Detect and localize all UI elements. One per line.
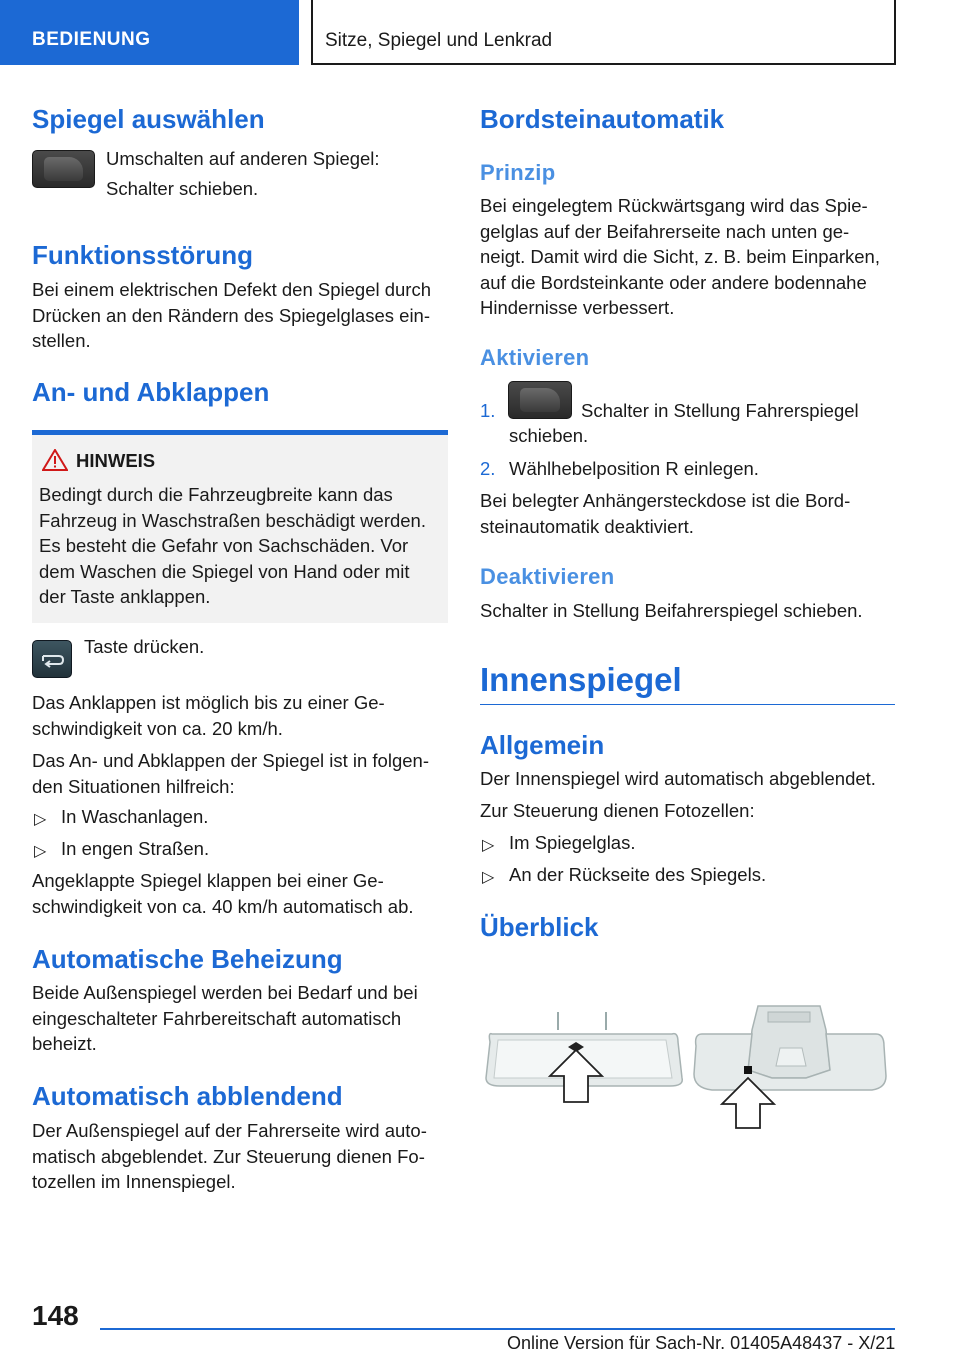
heading-automatisch-abblendend: Automatisch abblendend	[32, 1081, 343, 1111]
bullet-triangle-icon: ▷	[34, 811, 47, 828]
list-item: An der Rückseite des Spiegels.	[509, 864, 767, 885]
mirror-switch-icon	[508, 381, 572, 419]
heading-automatische-beheizung: Automatische Beheizung	[32, 944, 343, 974]
abblendend-text	[32, 1118, 427, 1195]
heading-ueberblick: Überblick	[480, 912, 599, 942]
text-line: Der Außenspiegel auf der Fahrerseite wird auto-	[32, 1120, 427, 1141]
text-line: eingeschalteter Fahrbereitschaft automatisch	[32, 1007, 402, 1029]
funktionsstoerung-text	[32, 277, 452, 354]
interior-mirror-illustration	[480, 990, 895, 1135]
taste-text: Taste drücken.	[84, 636, 205, 657]
step-text-cont: schieben.	[509, 425, 589, 446]
section-tab	[0, 0, 299, 65]
heading-innenspiegel: Innenspiegel	[480, 661, 682, 698]
text-line: Bei einem elektrischen Defekt den Spiegel durch	[32, 279, 432, 300]
text-line: den Situationen hilfreich:	[32, 775, 235, 797]
chapter-label: Sitze, Spiegel und Lenkrad	[325, 30, 553, 51]
mirror-switch-icon	[32, 150, 95, 188]
heading-allgemein: Allgemein	[480, 730, 605, 760]
text-line: matisch abgeblendet. Zur Steuerung dienen Fo-	[32, 1145, 425, 1167]
hinweis-title: HINWEIS	[76, 450, 156, 471]
prinzip-text	[480, 193, 880, 321]
text-line: Das An- und Abklappen der Spiegel ist in folgen-	[32, 750, 429, 771]
heading-deaktivieren: Deaktivieren	[480, 564, 615, 589]
bullet-triangle-icon: ▷	[482, 837, 495, 854]
step-text: Schalter in Stellung Fahrerspiegel	[581, 400, 859, 421]
text-line: schwindigkeit von ca. 40 km/h automatisch ab.	[32, 895, 414, 917]
footer-online-version: Online Version für Sach-Nr. 01405A48437 - X/21	[507, 1333, 896, 1353]
text-line: beheizt.	[32, 1033, 97, 1054]
hinweis-box	[32, 430, 448, 623]
text-line: Drücken an den Rändern des Spiegelglases ein-	[32, 304, 431, 326]
warning-triangle-icon	[42, 449, 68, 471]
allgemein-text-2: Zur Steuerung dienen Fotozellen:	[480, 800, 755, 821]
section-label: BEDIENUNG	[32, 29, 151, 50]
text-line: Bedingt durch die Fahrzeugbreite kann das	[39, 484, 393, 505]
text-line: steinautomatik deaktiviert.	[480, 515, 694, 537]
spiegel-text-1: Umschalten auf anderen Spiegel:	[106, 148, 380, 169]
text-line: der Taste anklappen.	[39, 586, 211, 607]
list-item: In engen Straßen.	[61, 838, 210, 859]
text-line: tozellen im Innenspiegel.	[32, 1171, 236, 1192]
anklappen-text-1	[32, 690, 385, 741]
text-line: Bei belegter Anhängersteckdose ist die Bord-	[480, 490, 851, 511]
deaktivieren-text: Schalter in Stellung Beifahrerspiegel schieben.	[480, 600, 863, 621]
hinweis-text	[39, 482, 426, 610]
heading-spiegel-auswaehlen: Spiegel auswählen	[32, 104, 265, 134]
text-line: Angeklappte Spiegel klappen bei einer Ge-	[32, 870, 384, 891]
text-line: schwindigkeit von ca. 20 km/h.	[32, 717, 283, 739]
fold-arrow-icon	[33, 641, 73, 679]
text-line: Beide Außenspiegel werden bei Bedarf und bei	[32, 982, 418, 1003]
step-text: Wählhebelposition R einlegen.	[509, 458, 759, 479]
heading-funktionsstoerung: Funktionsstörung	[32, 240, 253, 270]
text-line: neigt. Damit wird die Sicht, z. B. beim Einparken,	[480, 246, 880, 267]
bullet-triangle-icon: ▷	[34, 843, 47, 860]
heading-an-und-abklappen: An- und Abklappen	[32, 377, 270, 407]
heading-aktivieren: Aktivieren	[480, 345, 590, 370]
text-line: Bei eingelegtem Rückwärtsgang wird das Spie-	[480, 195, 868, 216]
beheizung-text	[32, 980, 418, 1057]
text-line: auf die Bordsteinkante oder andere bodennahe	[480, 271, 867, 293]
heading-bordsteinautomatik: Bordsteinautomatik	[480, 104, 725, 134]
page-number: 148	[32, 1300, 79, 1331]
text-line: dem Waschen die Spiegel von Hand oder mit	[39, 560, 410, 582]
list-item: In Waschanlagen.	[61, 806, 209, 827]
spiegel-text-2: Schalter schieben.	[106, 178, 259, 199]
heading-rule	[480, 704, 895, 705]
footer-rule	[100, 1328, 895, 1330]
text-line: gelglas auf der Beifahrerseite nach unten ge-	[480, 220, 850, 242]
anklappen-text-3	[32, 868, 414, 919]
text-line: stellen.	[32, 330, 91, 351]
heading-prinzip: Prinzip	[480, 160, 556, 185]
list-item: Im Spiegelglas.	[509, 832, 636, 853]
text-line: Das Anklappen ist möglich bis zu einer Ge-	[32, 692, 385, 713]
text-line: Fahrzeug in Waschstraßen beschädigt werden.	[39, 509, 426, 531]
chapter-header	[311, 0, 896, 65]
anklappen-text-2	[32, 748, 429, 799]
step-number: 2.	[480, 458, 496, 479]
text-line: Hindernisse verbessert.	[480, 297, 675, 318]
bullet-triangle-icon: ▷	[482, 869, 495, 886]
step-number: 1.	[480, 400, 496, 421]
fold-mirror-button-icon	[32, 640, 72, 678]
aktivieren-note	[480, 488, 850, 539]
allgemein-text-1: Der Innenspiegel wird automatisch abgeblendet.	[480, 768, 876, 789]
text-line: Es besteht die Gefahr von Sachschäden. Vor	[39, 535, 409, 556]
